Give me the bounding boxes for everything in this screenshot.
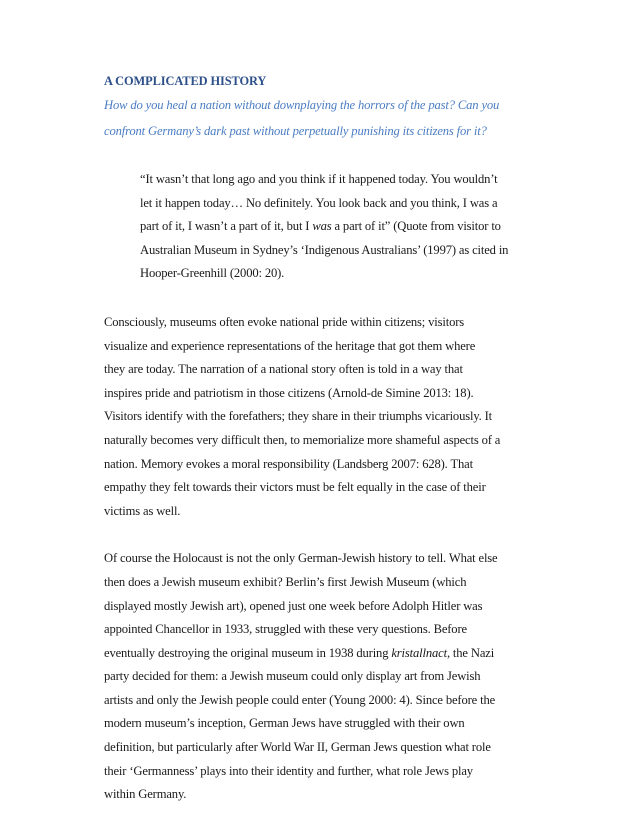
section-subtitle	[104, 92, 544, 144]
block-quote	[140, 168, 550, 286]
paragraph-line: Of course the Holocaust is not the only German-Jewish history to tell. What else	[104, 551, 498, 566]
paragraph-line: Visitors identify with the forefathers; they share in their triumphs vicariously. It	[104, 409, 493, 424]
quote-line: let it happen today… No definitely. You look back and you think, I was a	[140, 195, 498, 210]
paragraph-line: they are today. The narration of a national story often is told in a way that	[104, 362, 463, 377]
paragraph-1	[104, 311, 544, 523]
quote-line: “It wasn’t that long ago and you think if it happened today. You wouldn’t	[140, 172, 498, 186]
paragraph-line	[104, 642, 544, 666]
paragraph-line: empathy they felt towards their victors must be felt equally in the case of their	[104, 480, 486, 495]
paragraph-line: naturally becomes very difficult then, to memorialize more shameful aspects of a	[104, 432, 501, 447]
paragraph-line: displayed mostly Jewish art), opened just one week before Adolph Hitler was	[104, 598, 483, 613]
paragraph-text: , the Nazi	[446, 645, 495, 660]
paragraph-text: eventually destroying the original museum in 1938 during	[104, 645, 392, 660]
quote-text: a part of it” (Quote from visitor to	[331, 219, 501, 234]
paragraph-line: nation. Memory evokes a moral responsibility (Landsberg 2007: 628). That	[104, 456, 473, 471]
paragraph-line: party decided for them: a Jewish museum could only display art from Jewish	[104, 669, 481, 684]
quote-text: part of it, I wasn’t a part of it, but I	[140, 219, 313, 234]
quote-emphasis: was	[312, 219, 332, 234]
paragraph-2	[104, 547, 544, 807]
paragraph-line: appointed Chancellor in 1933, struggled with these very questions. Before	[104, 622, 467, 637]
subtitle-line: How do you heal a nation without downplaying the horrors of the past? Can you	[104, 98, 500, 112]
quote-line: Hooper-Greenhill (2000: 20).	[140, 266, 285, 281]
paragraph-emphasis: kristallnact	[391, 645, 447, 660]
paragraph-line: their ‘Germanness’ plays into their identity and further, what role Jews play	[104, 763, 473, 778]
paragraph-line: visualize and experience representations of the heritage that got them where	[104, 338, 476, 353]
paragraph-line: then does a Jewish museum exhibit? Berlin’s first Jewish Museum (which	[104, 574, 467, 589]
paragraph-line: victims as well.	[104, 503, 181, 518]
paragraph-line: within Germany.	[104, 787, 187, 802]
quote-line: Australian Museum in Sydney’s ‘Indigenous Australians’ (1997) as cited in	[140, 242, 509, 257]
paragraph-line: modern museum’s inception, German Jews have struggled with their own	[104, 716, 465, 731]
subtitle-line: confront Germany’s dark past without perpetually punishing its citizens for it?	[104, 124, 487, 138]
paragraph-line: artists and only the Jewish people could enter (Young 2000: 4). Since before the	[104, 692, 496, 707]
paragraph-line: Consciously, museums often evoke national pride within citizens; visitors	[104, 314, 465, 329]
paragraph-line: definition, but particularly after World War II, German Jews question what role	[104, 740, 491, 755]
section-heading: A COMPLICATED HISTORY	[104, 74, 267, 88]
paragraph-line: inspires pride and patriotism in those citizens (Arnold-de Simine 2013: 18).	[104, 385, 474, 400]
quote-line	[140, 215, 550, 239]
document-content	[104, 70, 544, 807]
